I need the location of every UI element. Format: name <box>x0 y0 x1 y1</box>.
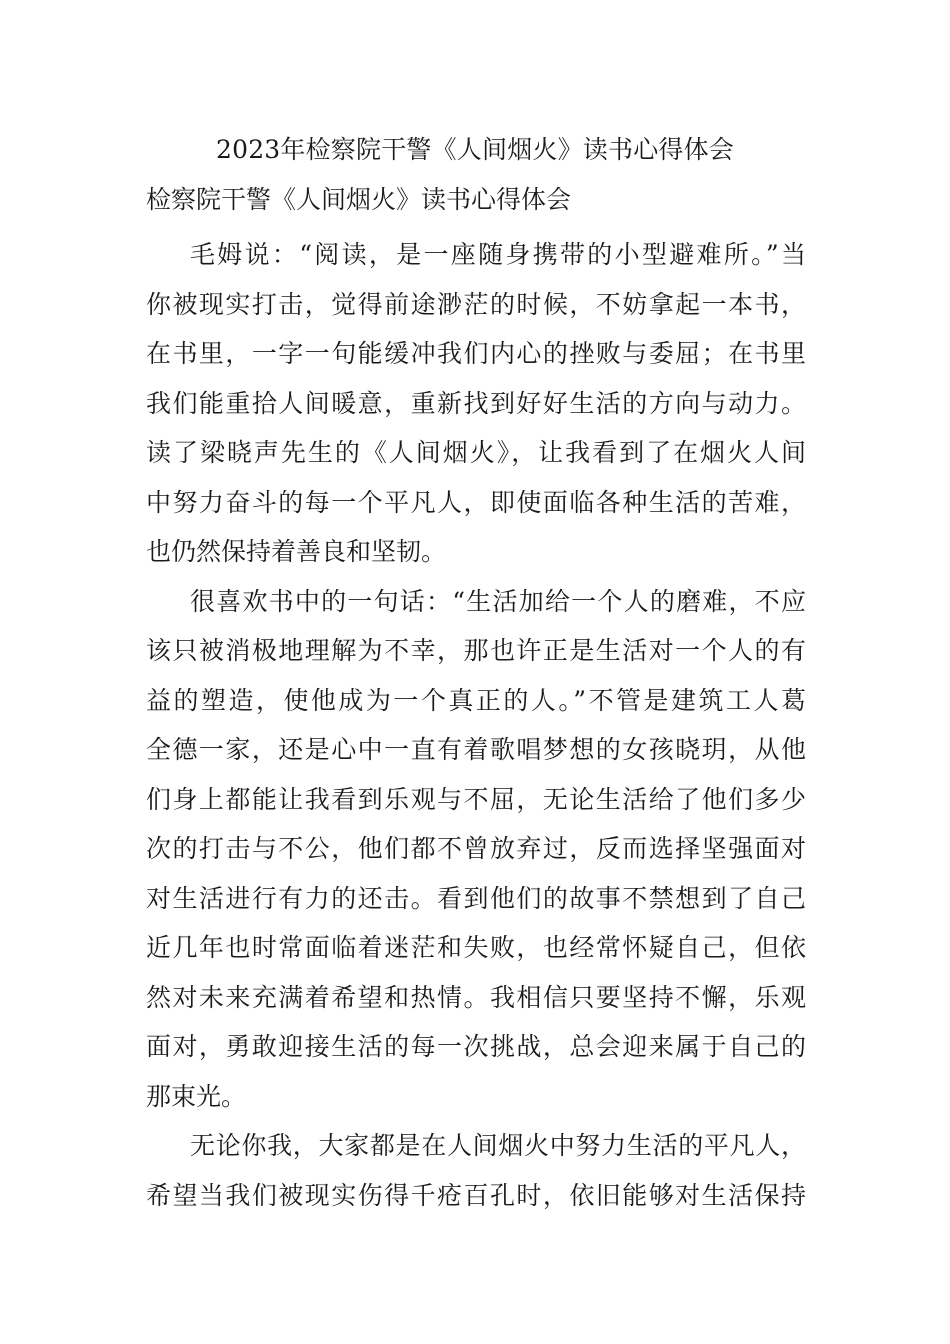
text-line: 很喜欢书中的一句话：“生活加给一个人的磨难，不应 <box>190 586 806 616</box>
text-line: 那束光。 <box>146 1081 247 1111</box>
text-line: 对生活进行有力的还击。看到他们的故事不禁想到了自己 <box>146 883 806 913</box>
document-title: 2023年检察院干警《人间烟火》读书心得体会 <box>215 135 735 164</box>
paragraph <box>146 230 806 577</box>
text-line: 你被现实打击，觉得前途渺茫的时候，不妨拿起一本书， <box>146 289 806 319</box>
text-line: 全德一家，还是心中一直有着歌唱梦想的女孩晓玥，从他 <box>146 735 806 764</box>
text-line: 读了梁晓声先生的《人间烟火》，让我看到了在烟火人间 <box>146 438 806 467</box>
document-body <box>146 230 806 1220</box>
text-line: 希望当我们被现实伤得千疮百孔时，依旧能够对生活保持 <box>146 1180 806 1210</box>
text-line: 我们能重拾人间暖意，重新找到好好生活的方向与动力。 <box>146 388 806 418</box>
text-line: 次的打击与不公，他们都不曾放弃过，反而选择坚强面对 <box>146 834 806 863</box>
text-line: 该只被消极地理解为不幸，那也许正是生活对一个人的有 <box>146 636 806 665</box>
paragraph <box>146 577 806 1122</box>
text-line: 无论你我，大家都是在人间烟火中努力生活的平凡人， <box>190 1131 806 1160</box>
text-line: 在书里，一字一句能缓冲我们内心的挫败与委屈；在书里 <box>146 339 806 368</box>
text-line: 们身上都能让我看到乐观与不屈，无论生活给了他们多少 <box>146 784 806 814</box>
text-line: 也仍然保持着善良和坚韧。 <box>146 537 447 566</box>
text-line: 毛姆说：“阅读，是一座随身携带的小型避难所。”当 <box>190 240 806 269</box>
document-subtitle: 检察院干警《人间烟火》读书心得体会 <box>146 185 572 214</box>
text-line: 近几年也时常面临着迷茫和失败，也经常怀疑自己，但依 <box>146 933 806 962</box>
paragraph <box>146 1121 806 1220</box>
text-line: 益的塑造，使他成为一个真正的人。”不管是建筑工人葛 <box>146 685 806 715</box>
text-line: 中努力奋斗的每一个平凡人，即使面临各种生活的苦难， <box>146 487 806 517</box>
text-line: 然对未来充满着希望和热情。我相信只要坚持不懈，乐观 <box>146 982 806 1012</box>
text-line: 面对，勇敢迎接生活的每一次挑战，总会迎来属于自己的 <box>146 1032 806 1061</box>
